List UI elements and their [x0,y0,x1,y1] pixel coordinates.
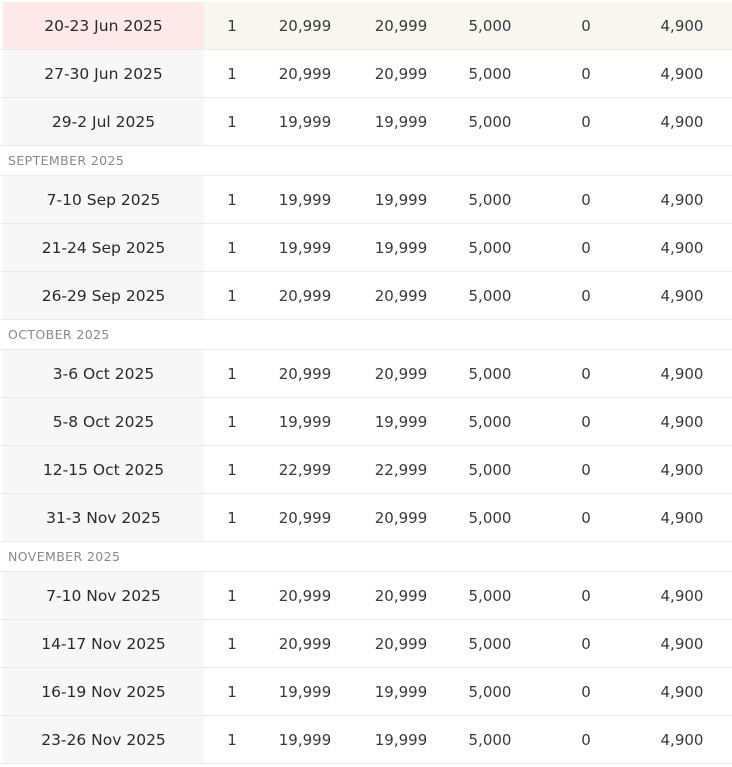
table-row[interactable] [0,620,732,668]
price-cells [204,272,732,319]
total-cell: 4,900 [660,64,704,83]
discount-cell: 0 [581,508,591,527]
price-total-cell: 19,999 [374,412,428,431]
price-cells [204,50,732,97]
deposit-cell: 5,000 [468,586,512,605]
discount-cell: 0 [581,730,591,749]
deposit-cell: 5,000 [468,286,512,305]
departure-date: 29-2 Jul 2025 [3,98,204,145]
total-cell: 4,900 [660,634,704,653]
discount-cell: 0 [581,586,591,605]
price-cell: 19,999 [278,682,332,701]
quantity-cell: 1 [227,112,237,131]
month-header: NOVEMBER 2025 [0,542,732,572]
deposit-cell: 5,000 [468,730,512,749]
departure-date: 27-30 Jun 2025 [3,50,204,97]
table-row[interactable] [0,668,732,716]
discount-cell: 0 [581,112,591,131]
deposit-cell: 5,000 [468,634,512,653]
price-cells [204,668,732,715]
price-cell: 20,999 [278,286,332,305]
deposit-cell: 5,000 [468,460,512,479]
deposit-cell: 5,000 [468,16,512,35]
price-cell: 20,999 [278,634,332,653]
departure-date: 21-24 Sep 2025 [3,224,204,271]
price-cell: 20,999 [278,364,332,383]
quantity-cell: 1 [227,508,237,527]
month-header: SEPTEMBER 2025 [0,146,732,176]
departure-date: 23-26 Nov 2025 [3,716,204,763]
departure-date: 14-17 Nov 2025 [3,620,204,667]
total-cell: 4,900 [660,682,704,701]
total-cell: 4,900 [660,364,704,383]
table-row[interactable] [0,98,732,146]
total-cell: 4,900 [660,16,704,35]
discount-cell: 0 [581,460,591,479]
discount-cell: 0 [581,364,591,383]
discount-cell: 0 [581,64,591,83]
discount-cell: 0 [581,286,591,305]
deposit-cell: 5,000 [468,364,512,383]
quantity-cell: 1 [227,64,237,83]
price-total-cell: 19,999 [374,190,428,209]
table-row[interactable] [0,572,732,620]
departure-date: 12-15 Oct 2025 [3,446,204,493]
price-total-cell: 20,999 [374,64,428,83]
price-total-cell: 20,999 [374,634,428,653]
deposit-cell: 5,000 [468,112,512,131]
departure-date: 26-29 Sep 2025 [3,272,204,319]
price-total-cell: 19,999 [374,112,428,131]
quantity-cell: 1 [227,16,237,35]
total-cell: 4,900 [660,190,704,209]
price-cell: 19,999 [278,412,332,431]
table-row[interactable] [0,224,732,272]
month-header: OCTOBER 2025 [0,320,732,350]
quantity-cell: 1 [227,460,237,479]
price-total-cell: 19,999 [374,682,428,701]
departure-date: 7-10 Nov 2025 [3,572,204,619]
price-cells [204,446,732,493]
discount-cell: 0 [581,682,591,701]
table-row[interactable] [0,176,732,224]
departure-date: 5-8 Oct 2025 [3,398,204,445]
deposit-cell: 5,000 [468,508,512,527]
total-cell: 4,900 [660,286,704,305]
price-cells [204,224,732,271]
price-cell: 19,999 [278,238,332,257]
deposit-cell: 5,000 [468,412,512,431]
total-cell: 4,900 [660,238,704,257]
price-cell: 20,999 [278,16,332,35]
quantity-cell: 1 [227,586,237,605]
quantity-cell: 1 [227,730,237,749]
price-cells [204,572,732,619]
total-cell: 4,900 [660,460,704,479]
price-cell: 20,999 [278,586,332,605]
price-total-cell: 19,999 [374,730,428,749]
total-cell: 4,900 [660,112,704,131]
deposit-cell: 5,000 [468,682,512,701]
total-cell: 4,900 [660,412,704,431]
price-cells [204,716,732,763]
price-total-cell: 20,999 [374,16,428,35]
discount-cell: 0 [581,16,591,35]
quantity-cell: 1 [227,238,237,257]
discount-cell: 0 [581,238,591,257]
departure-date: 16-19 Nov 2025 [3,668,204,715]
quantity-cell: 1 [227,190,237,209]
quantity-cell: 1 [227,682,237,701]
price-cells [204,398,732,445]
price-total-cell: 20,999 [374,286,428,305]
price-cell: 20,999 [278,508,332,527]
quantity-cell: 1 [227,364,237,383]
departure-date: 20-23 Jun 2025 [3,2,204,49]
price-cells [204,176,732,223]
price-cells [204,350,732,397]
discount-cell: 0 [581,190,591,209]
price-cells [204,620,732,667]
deposit-cell: 5,000 [468,190,512,209]
departure-date: 31-3 Nov 2025 [3,494,204,541]
price-cells [204,2,732,49]
total-cell: 4,900 [660,508,704,527]
deposit-cell: 5,000 [468,238,512,257]
departure-date: 7-10 Sep 2025 [3,176,204,223]
discount-cell: 0 [581,634,591,653]
price-cells [204,98,732,145]
quantity-cell: 1 [227,634,237,653]
table-row[interactable] [0,50,732,98]
price-total-cell: 20,999 [374,508,428,527]
price-cells [204,494,732,541]
price-total-cell: 20,999 [374,364,428,383]
table-row[interactable] [0,446,732,494]
departure-date: 3-6 Oct 2025 [3,350,204,397]
price-total-cell: 20,999 [374,586,428,605]
price-cell: 22,999 [278,460,332,479]
quantity-cell: 1 [227,286,237,305]
price-total-cell: 19,999 [374,238,428,257]
table-row[interactable] [0,716,732,764]
table-row[interactable] [0,350,732,398]
price-total-cell: 22,999 [374,460,428,479]
price-cell: 20,999 [278,64,332,83]
table-row[interactable] [0,494,732,542]
table-row[interactable] [0,2,732,50]
deposit-cell: 5,000 [468,64,512,83]
total-cell: 4,900 [660,730,704,749]
total-cell: 4,900 [660,586,704,605]
quantity-cell: 1 [227,412,237,431]
price-cell: 19,999 [278,190,332,209]
discount-cell: 0 [581,412,591,431]
price-cell: 19,999 [278,112,332,131]
table-row[interactable] [0,272,732,320]
table-row[interactable] [0,398,732,446]
price-cell: 19,999 [278,730,332,749]
